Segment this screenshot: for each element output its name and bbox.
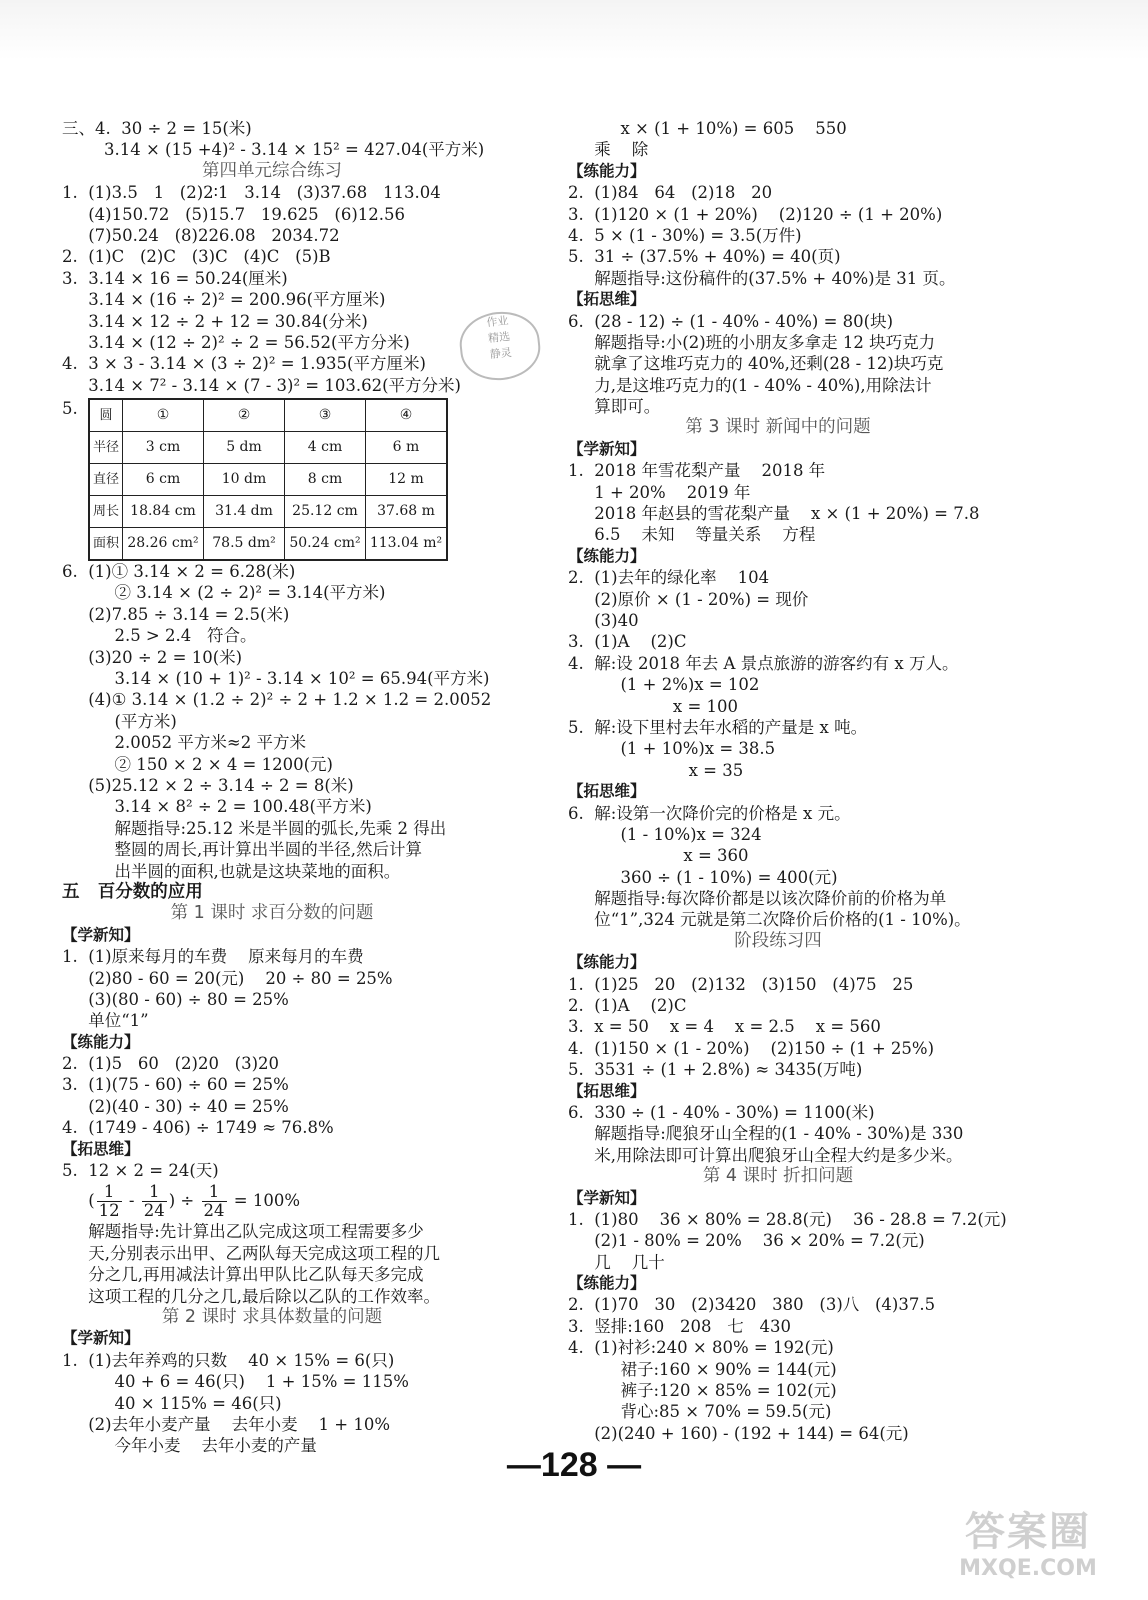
answer-line: (2)7.85 ÷ 3.14 = 2.5(米) <box>62 604 290 624</box>
section-heading: 第 3 课时 新闻中的问题 <box>685 417 871 438</box>
answer-line: 3. x = 50 x = 4 x = 2.5 x = 560 <box>568 1017 881 1037</box>
item-number: 5. <box>62 399 78 419</box>
answer-line: (2)80 - 60 = 20(元) 20 ÷ 80 = 25% <box>62 968 393 988</box>
answer-line: 出半圆的面积,也就是这块菜地的面积。 <box>62 861 401 881</box>
answer-line: 3.14 × 12 ÷ 2 + 12 = 30.84(分米) <box>62 311 368 331</box>
section-heading: 第 4 课时 折扣问题 <box>702 1166 854 1187</box>
answer-line: (2)1 - 80% = 20% 36 × 20% = 7.2(元) <box>568 1231 925 1251</box>
equation-text: ) ÷ <box>168 1191 200 1211</box>
answer-line: 2. (1)70 30 (2)3420 380 (3)八 (4)37.5 <box>568 1295 936 1315</box>
subsection-label: 【学新知】 <box>568 439 646 458</box>
answer-line: 3.14 × (16 ÷ 2)² = 200.96(平方厘米) <box>62 290 386 310</box>
denominator: 12 <box>98 1201 120 1221</box>
answer-line: (1 + 10%)x = 38.5 <box>568 739 776 759</box>
answer-line: 4. (1749 - 406) ÷ 1749 ≈ 76.8% <box>62 1118 334 1138</box>
subsection-label: 【练能力】 <box>62 1032 140 1051</box>
answer-line: 5. 31 ÷ (37.5% + 40%) = 40(页) <box>568 247 841 267</box>
answer-line: (2)原价 × (1 - 20%) = 现价 <box>568 589 809 609</box>
answer-line: 3. 竖排:160 208 七 430 <box>568 1316 791 1336</box>
table-row <box>89 528 447 561</box>
answer-line: 6.5 未知 等量关系 方程 <box>568 525 816 545</box>
table-cell: 4 cm <box>285 432 366 464</box>
table-cell: 18.84 cm <box>123 496 204 528</box>
answer-line: 4. 5 × (1 - 30%) = 3.5(万件) <box>568 225 802 245</box>
answer-line: 3.14 × (10 + 1)² - 3.14 × 10² = 65.94(平方米) <box>62 669 490 689</box>
table-cell: ③ <box>285 399 366 432</box>
numerator: 1 <box>142 1183 167 1202</box>
section-heading: 第四单元综合练习 <box>202 160 342 181</box>
answer-line: 6. 330 ÷ (1 - 40% - 30%) = 1100(米) <box>568 1102 875 1122</box>
answer-line: (3)(80 - 60) ÷ 80 = 25% <box>62 989 289 1009</box>
table-cell: 37.68 m <box>366 496 448 528</box>
table-cell: ② <box>204 399 285 432</box>
table-cell: 圆 <box>89 399 123 432</box>
table-cell: 6 m <box>366 432 448 464</box>
table-cell: ④ <box>366 399 448 432</box>
table-cell: 10 dm <box>204 464 285 496</box>
answer-line: 解题指导:小(2)班的小朋友多拿走 12 块巧克力 <box>568 332 936 352</box>
table-row <box>89 432 447 464</box>
answer-line: 三、4. 30 ÷ 2 = 15(米) <box>62 119 252 138</box>
section-heading: 第 1 课时 求百分数的问题 <box>170 903 374 924</box>
subsection-label: 【学新知】 <box>568 1188 646 1207</box>
answer-line: 1. (1)25 20 (2)132 (3)150 (4)75 25 <box>568 974 914 994</box>
circle-table-block <box>62 398 482 561</box>
answer-line: 4. (1)衬衫:240 × 80% = 192(元) <box>568 1338 834 1358</box>
answer-line: 1 + 20% 2019 年 <box>568 482 751 502</box>
fraction-equation <box>62 1181 482 1221</box>
answer-line: 3.14 × 8² ÷ 2 = 100.48(平方米) <box>62 797 372 817</box>
answer-line: 4. 3 × 3 - 3.14 × (3 ÷ 2)² = 1.935(平方厘米) <box>62 354 426 374</box>
table-cell: 6 cm <box>123 464 204 496</box>
equation-text: - <box>123 1191 140 1211</box>
stamp-text: 作业 <box>485 314 510 330</box>
table-cell: 28.26 cm² <box>123 528 204 561</box>
answer-line: 360 ÷ (1 - 10%) = 400(元) <box>568 867 838 887</box>
watermark-bottom: MXQE.COM <box>959 1556 1097 1581</box>
subsection-label: 【练能力】 <box>568 1274 646 1293</box>
stamp-text: 静灵 <box>489 345 513 362</box>
answer-line: 裤子:120 × 85% = 102(元) <box>568 1381 837 1401</box>
answer-line: 40 × 115% = 46(只) <box>62 1393 282 1413</box>
subsection-label: 【拓思维】 <box>62 1139 140 1158</box>
answer-line: ② 3.14 × (2 ÷ 2)² = 3.14(平方米) <box>62 583 386 603</box>
fraction <box>97 1183 122 1220</box>
answer-line: 1. 2018 年雪花梨产量 2018 年 <box>568 461 826 481</box>
answer-line: 单位“1” <box>62 1011 149 1031</box>
watermark-logo <box>938 1508 1118 1588</box>
answer-line: 6. (28 - 12) ÷ (1 - 40% - 40%) = 80(块) <box>568 311 894 331</box>
table-row <box>89 464 447 496</box>
answer-line: 2018 年赵县的雪花梨产量 x × (1 + 20%) = 7.8 <box>568 504 980 524</box>
answer-line: (1 - 10%)x = 324 <box>568 824 762 844</box>
top-edge-band <box>0 0 1148 60</box>
page-number: —128 — <box>506 1446 642 1484</box>
table-cell: 31.4 dm <box>204 496 285 528</box>
table-cell: 113.04 m² <box>366 528 448 561</box>
table-header-row <box>89 399 447 432</box>
table-cell: 25.12 cm <box>285 496 366 528</box>
answer-line: 3.14 × (12 ÷ 2)² ÷ 2 = 56.52(平方分米) <box>62 332 410 352</box>
answer-line: 解题指导:爬狼牙山全程的(1 - 40% - 30%)是 330 <box>568 1124 964 1144</box>
table-row <box>89 496 447 528</box>
answer-line: 天,分别表示出甲、乙两队每天完成这项工程的几 <box>62 1243 440 1263</box>
unit-heading: 五 百分数的应用 <box>62 881 203 902</box>
answer-line: 6. 解:设第一次降价完的价格是 x 元。 <box>568 803 851 823</box>
answer-line: 解题指导:每次降价都是以该次降价前的价格为单 <box>568 889 947 909</box>
answer-line: x × (1 + 10%) = 605 550 <box>568 119 847 138</box>
watermark-top: 答案圈 <box>965 1509 1091 1555</box>
answer-line: 这项工程的几分之几,最后除以乙队的工作效率。 <box>62 1286 440 1306</box>
answer-line: 4. 解:设 2018 年去 A 景点旅游的游客约有 x 万人。 <box>568 653 959 673</box>
answer-line: x = 35 <box>568 760 744 780</box>
table-cell: 5 dm <box>204 432 285 464</box>
answer-line: 4. (1)150 × (1 - 20%) (2)150 ÷ (1 + 25%) <box>568 1038 935 1058</box>
answer-line: 位“1”,324 元就是第二次降价后价格的(1 - 10%)。 <box>568 910 971 930</box>
fraction <box>142 1183 167 1220</box>
answer-line: 5. 12 × 2 = 24(天) <box>62 1161 219 1181</box>
subsection-label: 【练能力】 <box>568 161 646 180</box>
table-cell: 3 cm <box>123 432 204 464</box>
answer-line: 2. (1)去年的绿化率 104 <box>568 568 770 588</box>
answer-line: 2.0052 平方米≈2 平方米 <box>62 733 306 753</box>
answer-line: (5)25.12 × 2 ÷ 3.14 ÷ 2 = 8(米) <box>62 775 354 795</box>
answer-line: 1. (1)去年养鸡的只数 40 × 15% = 6(只) <box>62 1350 395 1370</box>
answer-line: 几 几十 <box>568 1252 665 1272</box>
subsection-label: 【学新知】 <box>62 1329 140 1348</box>
answer-line: (7)50.24 (8)226.08 2034.72 <box>62 225 340 245</box>
subsection-label: 【练能力】 <box>568 546 646 565</box>
right-column <box>568 118 1007 1444</box>
denominator: 24 <box>203 1201 225 1221</box>
answer-line: 3. (1)A (2)C <box>568 632 687 652</box>
table-cell: 周长 <box>89 496 123 528</box>
answer-line: 解题指导:25.12 米是半圆的弧长,先乘 2 得出 <box>62 818 447 838</box>
denominator: 24 <box>143 1201 165 1221</box>
subsection-label: 【拓思维】 <box>568 782 646 801</box>
answer-line: 分之几,再用减法计算出甲队比乙队每天多完成 <box>62 1265 424 1285</box>
answer-line: 乘 除 <box>568 140 649 160</box>
answer-line: 1. (1)原来每月的车费 原来每月的车费 <box>62 947 364 967</box>
answer-line: 5. 3531 ÷ (1 + 2.8%) ≈ 3435(万吨) <box>568 1060 863 1080</box>
answer-line: 算即可。 <box>568 397 661 417</box>
equation-text: = 100% <box>228 1191 301 1211</box>
left-column <box>62 118 492 1457</box>
answer-line: 3. (1)120 × (1 + 20%) (2)120 ÷ (1 + 20%) <box>568 204 943 224</box>
section-heading: 阶段练习四 <box>734 930 822 951</box>
section-heading: 第 2 课时 求具体数量的问题 <box>161 1306 383 1327</box>
answer-line: 2. (1)A (2)C <box>568 996 687 1016</box>
answer-line: 解题指导:这份稿件的(37.5% + 40%)是 31 页。 <box>568 268 956 288</box>
answer-line: x = 360 <box>568 846 749 866</box>
fraction <box>202 1183 227 1220</box>
subsection-label: 【学新知】 <box>62 925 140 944</box>
answer-line: (2)去年小麦产量 去年小麦 1 + 10% <box>62 1414 391 1434</box>
answer-line: 1. (1)80 36 × 80% = 28.8(元) 36 - 28.8 = 7.2(元) <box>568 1209 1007 1229</box>
table-cell: 直径 <box>89 464 123 496</box>
answer-line: (2)(40 - 30) ÷ 40 = 25% <box>62 1096 289 1116</box>
answer-line: (4)150.72 (5)15.7 19.625 (6)12.56 <box>62 204 405 224</box>
subsection-label: 【练能力】 <box>568 953 646 972</box>
subsection-label: 【拓思维】 <box>568 290 646 309</box>
table-cell: 12 m <box>366 464 448 496</box>
answer-line: 3.14 × 7² - 3.14 × (7 - 3)² = 103.62(平方分米) <box>62 375 461 395</box>
subsection-label: 【拓思维】 <box>568 1081 646 1100</box>
answer-line: 40 + 6 = 46(只) 1 + 15% = 115% <box>62 1372 409 1392</box>
answer-line: 就拿了这堆巧克力的 40%,还剩(28 - 12)块巧克 <box>568 354 944 374</box>
table-cell: 50.24 cm² <box>285 528 366 561</box>
answer-line: (3)40 <box>568 610 639 630</box>
numerator: 1 <box>97 1183 122 1202</box>
table-cell: ① <box>123 399 204 432</box>
answer-line: 背心:85 × 70% = 59.5(元) <box>568 1402 832 1422</box>
equation-text: ( <box>62 1191 95 1211</box>
answer-line: (3)20 ÷ 2 = 10(米) <box>62 647 243 667</box>
answer-line: 2. (1)C (2)C (3)C (4)C (5)B <box>62 247 331 267</box>
answer-line: (平方米) <box>62 711 177 731</box>
answer-line: 裙子:160 × 90% = 144(元) <box>568 1359 837 1379</box>
table-cell: 面积 <box>89 528 123 561</box>
stamp-text: 精选 <box>487 329 511 346</box>
answer-line: 2. (1)5 60 (2)20 (3)20 <box>62 1054 280 1074</box>
numerator: 1 <box>202 1183 227 1202</box>
answer-line: 5. 解:设下里村去年水稻的产量是 x 吨。 <box>568 717 868 737</box>
table-cell: 半径 <box>89 432 123 464</box>
circle-table <box>88 398 448 561</box>
answer-line: ② 150 × 2 × 4 = 1200(元) <box>62 754 333 774</box>
answer-line: 力,是这堆巧克力的(1 - 40% - 40%),用除法计 <box>568 375 932 395</box>
answer-line: 今年小麦 去年小麦的产量 <box>62 1436 317 1456</box>
answer-line: 3. (1)(75 - 60) ÷ 60 = 25% <box>62 1075 289 1095</box>
answer-line: 2. (1)84 64 (2)18 20 <box>568 183 773 203</box>
answer-line: 1. (1)3.5 1 (2)2∶1 3.14 (3)37.68 113.04 <box>62 183 441 203</box>
answer-line: 解题指导:先计算出乙队完成这项工程需要多少 <box>62 1222 424 1242</box>
answer-line: 3.14 × (15 +4)² - 3.14 × 15² = 427.04(平方米) <box>62 140 485 160</box>
table-cell: 78.5 dm² <box>204 528 285 561</box>
answer-line: x = 100 <box>568 696 739 716</box>
answer-line: 米,用除法即可计算出爬狼牙山全程大约是多少米。 <box>568 1145 963 1165</box>
answer-line: (2)(240 + 160) - (192 + 144) = 64(元) <box>568 1423 909 1443</box>
answer-line: 3. 3.14 × 16 = 50.24(厘米) <box>62 268 288 288</box>
answer-line: 6. (1)① 3.14 × 2 = 6.28(米) <box>62 562 296 582</box>
answer-line: 2.5 > 2.4 符合。 <box>62 626 257 646</box>
table-cell: 8 cm <box>285 464 366 496</box>
answer-line: (4)① 3.14 × (1.2 ÷ 2)² ÷ 2 + 1.2 × 1.2 = 2.0052 <box>62 690 492 710</box>
answer-line: 整圆的周长,再计算出半圆的半径,然后计算 <box>62 840 422 860</box>
answer-line: (1 + 2%)x = 102 <box>568 675 760 695</box>
